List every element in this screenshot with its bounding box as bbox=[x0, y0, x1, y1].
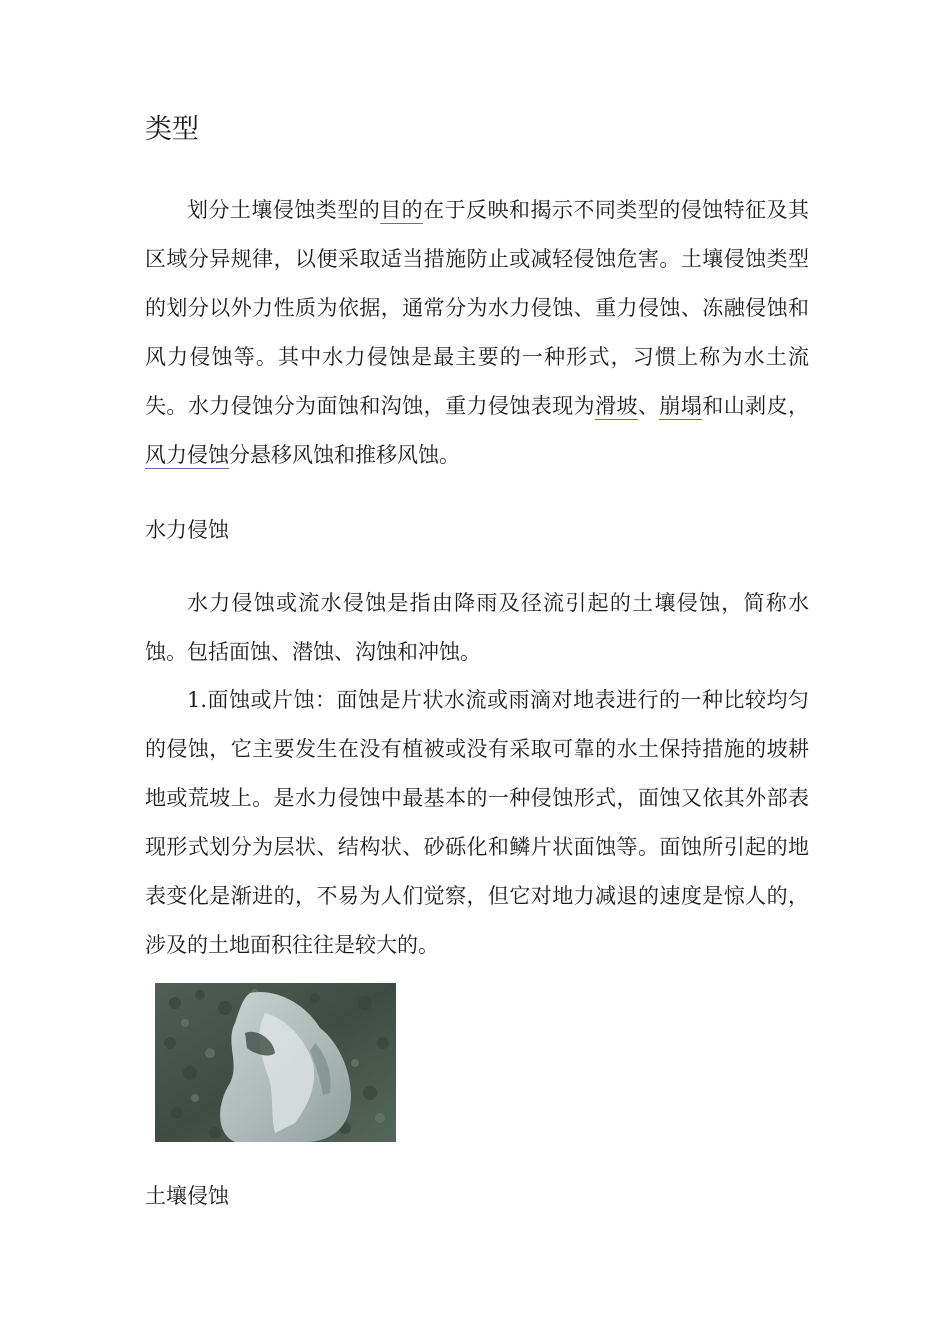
paragraph-erosion-types bbox=[145, 186, 809, 480]
para1-text-4: 和山剥皮， bbox=[702, 394, 810, 418]
link-wind-erosion[interactable]: 风力侵蚀 bbox=[145, 443, 229, 467]
para1-text-2: 在于反映和揭示不同类型的侵蚀特征及其区域分异规律，以便采取适当措施防止或减轻侵蚀危害。土壤侵蚀类型的划分以外力性质为依据，通常分为水力侵蚀、重力侵蚀、冻融侵蚀和风力侵蚀等。其中水力侵蚀是最主要的一种形式，习惯上称为水土流失。水力侵蚀分为面蚀和沟蚀，重力侵蚀表现为 bbox=[145, 198, 810, 418]
para1-text-1: 划分土壤侵蚀类型的 bbox=[187, 198, 381, 222]
link-landslide[interactable]: 滑坡 bbox=[595, 394, 638, 418]
link-purpose[interactable]: 目的 bbox=[380, 198, 424, 222]
paragraph-sheet-erosion: 1.面蚀或片蚀：面蚀是片状水流或雨滴对地表进行的一种比较均匀的侵蚀，它主要发生在没有植被或没有采取可靠的水土保持措施的坡耕地或荒坡上。是水力侵蚀中最基本的一种侵蚀形式，面蚀又依其外部表现形式划分为层状、结构状、砂砾化和鳞片状面蚀等。面蚀所引起的地表变化是渐进的，不易为人们觉察，但它对地力减退的速度是惊人的，涉及的土地面积往往是较大的。 bbox=[145, 688, 809, 957]
para1-text-5: 分悬移风蚀和推移风蚀。 bbox=[229, 443, 460, 467]
caption-soil-erosion: 土壤侵蚀 bbox=[145, 1184, 229, 1208]
erosion-hillside-photo bbox=[155, 983, 396, 1142]
para1-text-3: 、 bbox=[637, 394, 660, 418]
section-title: 类型 bbox=[145, 114, 199, 145]
heading-water-erosion: 水力侵蚀 bbox=[145, 518, 229, 542]
link-collapse[interactable]: 崩塌 bbox=[659, 394, 703, 418]
paragraph-water-erosion: 水力侵蚀或流水侵蚀是指由降雨及径流引起的土壤侵蚀，简称水蚀。包括面蚀、潜蚀、沟蚀和冲蚀。 bbox=[145, 591, 809, 664]
